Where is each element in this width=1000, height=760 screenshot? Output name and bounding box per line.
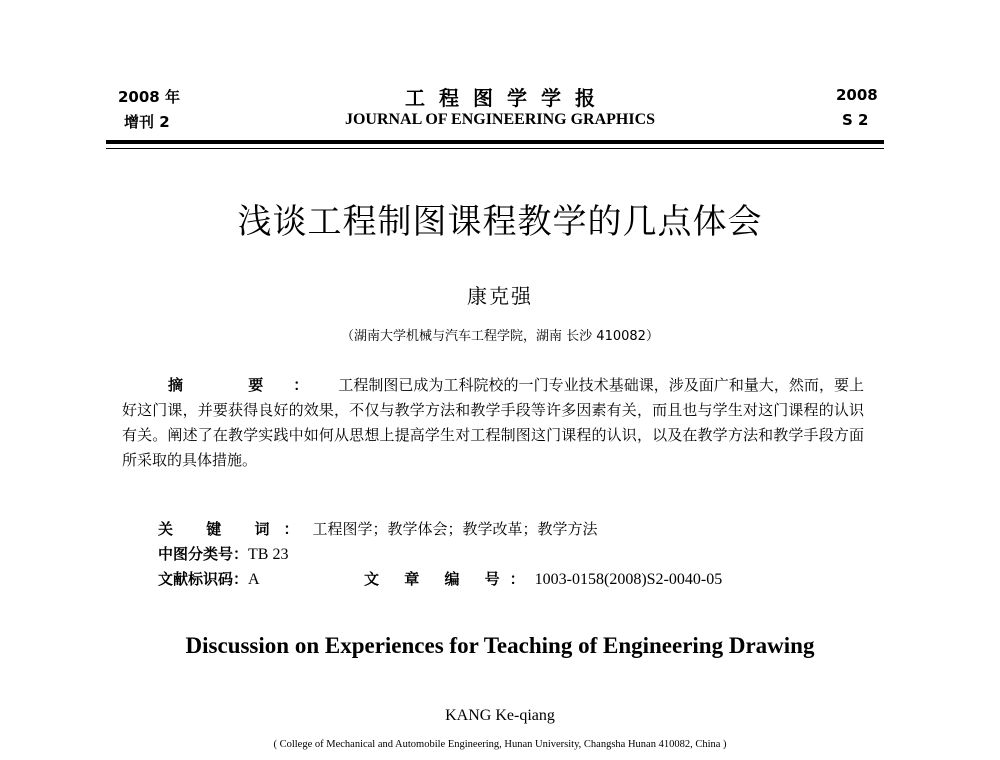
- doc-code-line: [158, 568, 260, 589]
- abstract-text: 工程制图已成为工科院校的一门专业技术基础课，涉及面广和量大，然而，要上好这门课，并要获得良好的效果，不仅与教学方法和教学手段等许多因素有关，而且也与学生对这门课程的认识有关。阐述了在教学实践中如何从思想上提高学生对工程制图这门课程的认识，以及在教学方法和教学手段方面所采取的具体措施。: [122, 376, 864, 469]
- keywords-value: 工程图学；教学体会；教学改革；教学方法: [312, 520, 598, 538]
- article-title-en: Discussion on Experiences for Teaching of Engineering Drawing: [185, 633, 815, 658]
- abstract-label: 摘 要：: [168, 376, 339, 394]
- affiliation-en: ( College of Mechanical and Automobile Engineering, Hunan University, Changsha Hunan 410082, China ): [273, 739, 727, 750]
- clc-line: [158, 543, 288, 564]
- author-cn: 康克强: [467, 284, 533, 308]
- keywords-line: [158, 518, 597, 539]
- clc-label: 中图分类号：: [158, 545, 249, 563]
- header-year-left: 2008 年: [118, 88, 180, 106]
- journal-title-cn: 工程图学学报: [405, 86, 609, 110]
- header-issue-left: 增刊 2: [124, 113, 170, 131]
- clc-value: TB 23: [248, 546, 289, 563]
- doc-code-label: 文献标识码：: [158, 570, 249, 588]
- keywords-label: 关 键 词：: [158, 520, 313, 538]
- affiliation-cn: （湖南大学机械与汽车工程学院，湖南 长沙 410082）: [341, 329, 659, 344]
- doc-code-value: A: [248, 571, 260, 588]
- journal-title-en: JOURNAL OF ENGINEERING GRAPHICS: [344, 111, 656, 128]
- author-en: KANG Ke-qiang: [445, 707, 555, 724]
- article-no-label: 文 章 编 号：: [364, 570, 535, 588]
- article-title-cn: 浅谈工程制图课程教学的几点体会: [237, 202, 763, 242]
- article-no-line: [364, 568, 722, 589]
- article-no-value: 1003-0158(2008)S2-0040-05: [534, 571, 723, 588]
- abstract: [122, 373, 864, 473]
- header-year-right: 2008: [836, 86, 878, 104]
- header-rule-thick: [106, 140, 884, 144]
- header-rule-thin: [106, 148, 884, 149]
- header-issue-right: S 2: [842, 111, 869, 129]
